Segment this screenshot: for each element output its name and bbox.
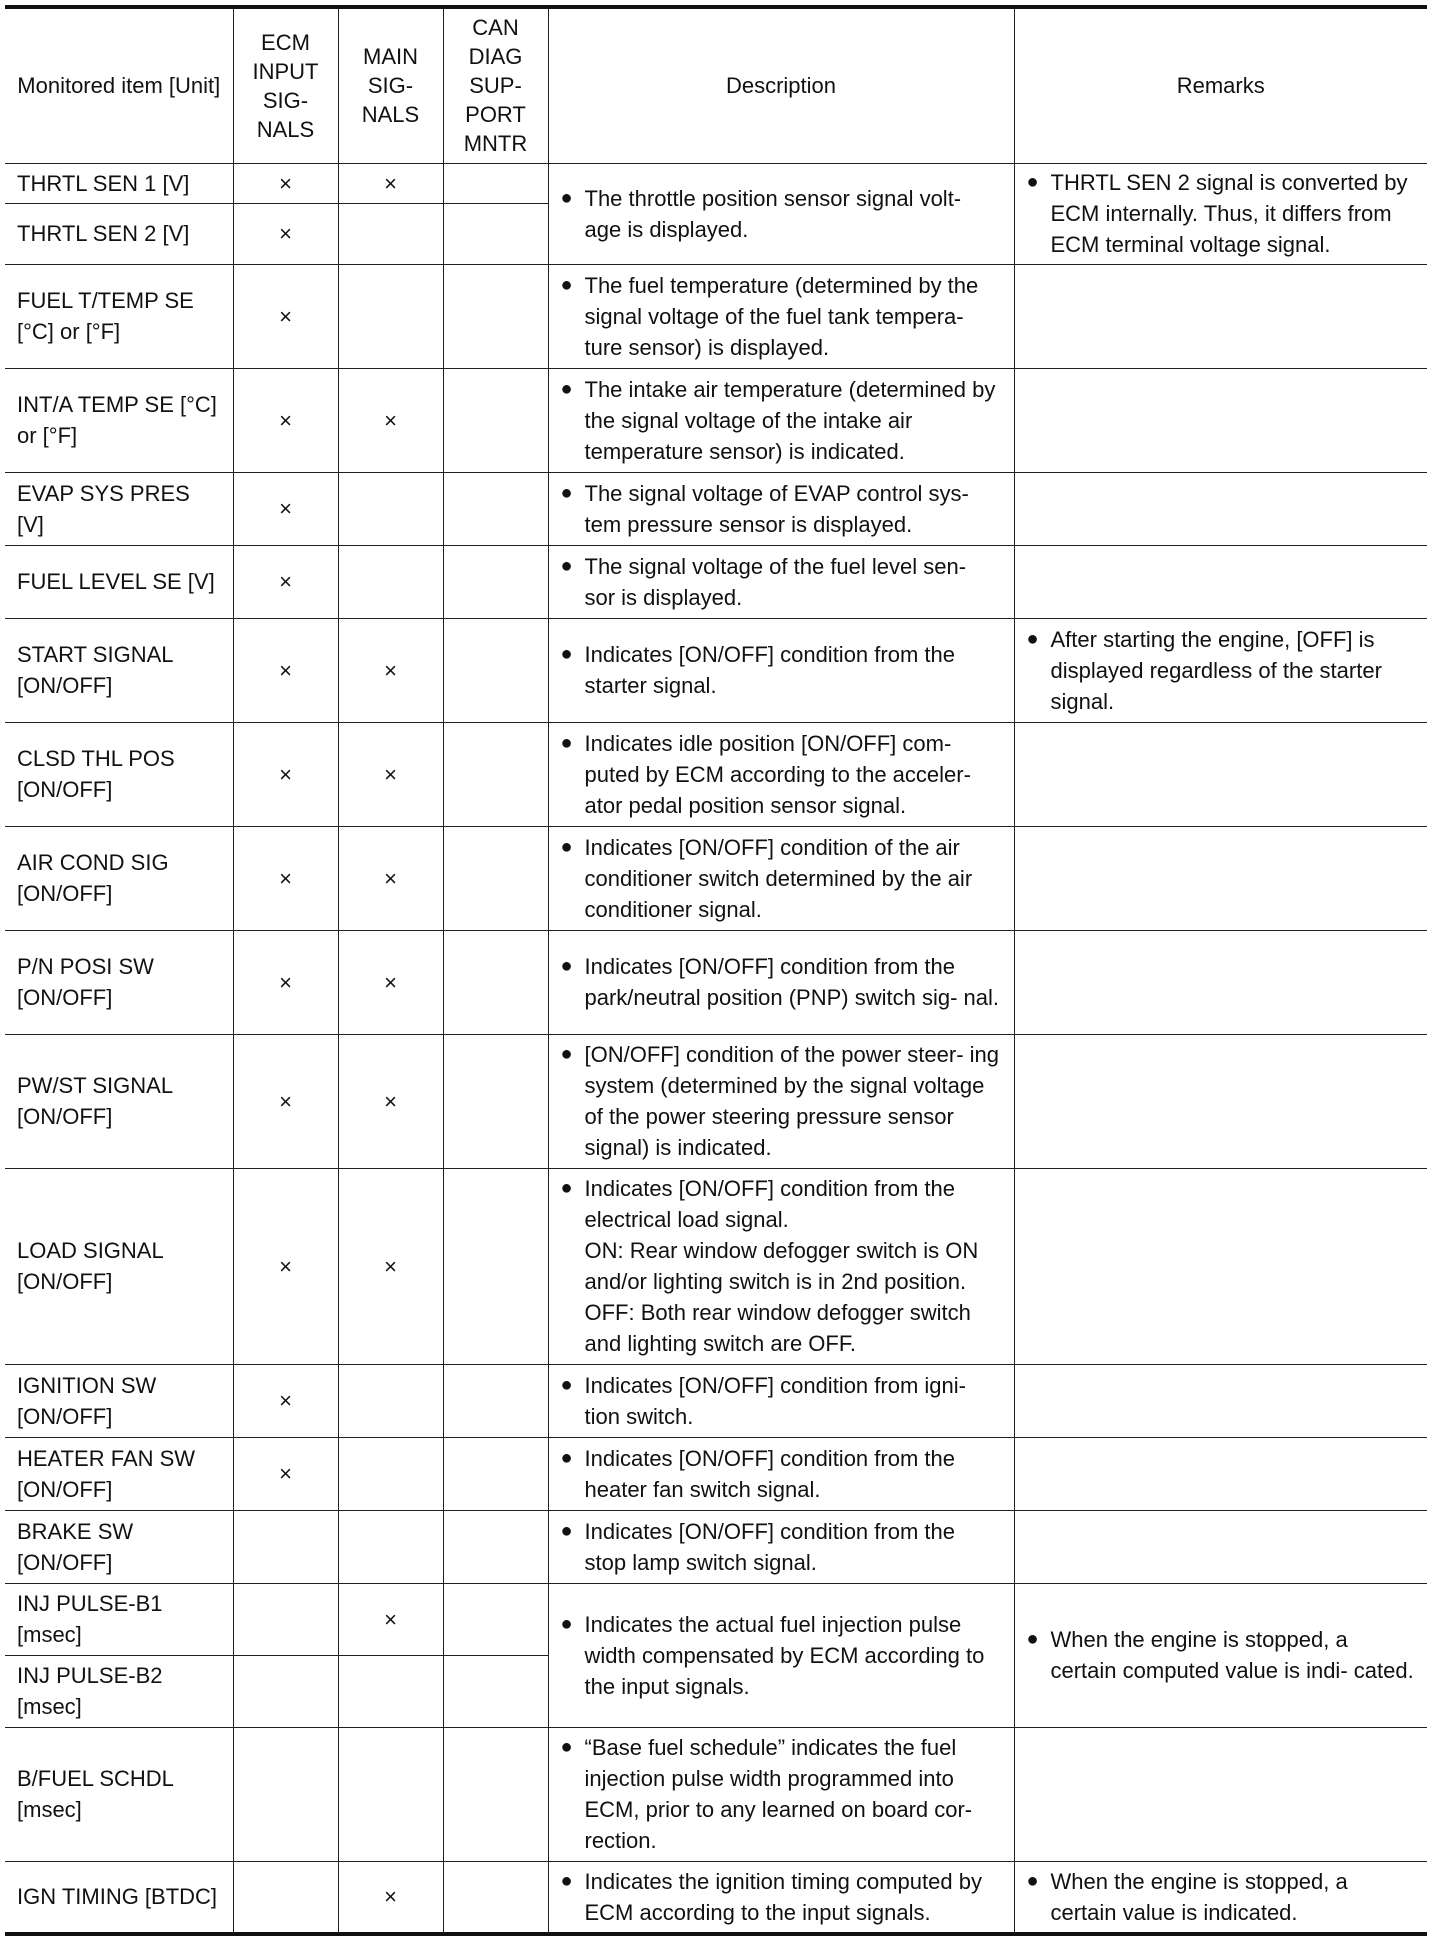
description-cell xyxy=(548,618,1014,722)
main-mark-cell xyxy=(338,1727,443,1861)
table-row xyxy=(5,163,1427,203)
description-bullet-text: Indicates idle position [ON/OFF] com- puted by ECM according to the acceler- ator pedal position sensor signal. xyxy=(584,730,971,818)
description-cell xyxy=(548,1583,1014,1727)
can-mark-cell xyxy=(443,1510,548,1583)
description-cell xyxy=(548,722,1014,826)
monitored-item-cell: IGN TIMING [BTDC] xyxy=(5,1861,233,1934)
description-bullet-text: [ON/OFF] condition of the power steer- ing system (determined by the signal voltage of the power steering pressure sensor signal) is indicated. xyxy=(584,1042,1000,1160)
ecm-mark-cell: × xyxy=(233,368,338,472)
bullet-dot-icon: ● xyxy=(560,731,573,754)
header-row xyxy=(5,7,1427,163)
remarks-bullet-text: THRTL SEN 2 signal is converted by ECM internally. Thus, it differs from ECM terminal voltage signal. xyxy=(1050,170,1408,257)
ecm-mark-cell: × xyxy=(233,545,338,618)
main-mark-cell: × xyxy=(338,722,443,826)
bullet-dot-icon: ● xyxy=(560,1446,573,1469)
description-cell xyxy=(548,1510,1014,1583)
main-mark-cell xyxy=(338,545,443,618)
can-mark-cell xyxy=(443,1168,548,1364)
description-bullet-text: Indicates [ON/OFF] condition of the air conditioner switch determined by the air conditioner signal. xyxy=(584,834,973,922)
table-row xyxy=(5,1510,1427,1583)
table-row xyxy=(5,1034,1427,1168)
monitored-item-cell: THRTL SEN 2 [V] xyxy=(5,203,233,264)
table-row xyxy=(5,1727,1427,1861)
remarks-bullet xyxy=(1027,1624,1416,1686)
monitored-item-cell: HEATER FAN SW [ON/OFF] xyxy=(5,1437,233,1510)
main-mark-cell xyxy=(338,1437,443,1510)
monitored-item-cell: START SIGNAL [ON/OFF] xyxy=(5,618,233,722)
monitored-item-cell: INJ PULSE-B1 [msec] xyxy=(5,1583,233,1655)
remarks-cell xyxy=(1014,545,1427,618)
remarks-cell xyxy=(1014,1510,1427,1583)
can-mark-cell xyxy=(443,1437,548,1510)
header-description: Description xyxy=(548,7,1014,163)
bullet-dot-icon: ● xyxy=(560,1177,573,1199)
description-bullet xyxy=(561,1609,1002,1702)
description-cell xyxy=(548,1727,1014,1861)
description-bullet xyxy=(561,951,1002,1013)
description-bullet xyxy=(561,1370,1002,1432)
ecm-mark-cell: × xyxy=(233,1364,338,1437)
description-bullet xyxy=(561,639,1002,701)
can-mark-cell xyxy=(443,1583,548,1655)
can-mark-cell xyxy=(443,203,548,264)
monitored-item-cell: BRAKE SW [ON/OFF] xyxy=(5,1510,233,1583)
bullet-dot-icon: ● xyxy=(560,481,573,504)
bullet-dot-icon: ● xyxy=(560,186,573,209)
description-cell xyxy=(548,264,1014,368)
monitored-item-cell: EVAP SYS PRES [V] xyxy=(5,472,233,545)
bullet-dot-icon: ● xyxy=(1026,171,1039,193)
remarks-cell xyxy=(1014,1034,1427,1168)
table-row xyxy=(5,930,1427,1034)
monitored-item-cell: IGNITION SW [ON/OFF] xyxy=(5,1364,233,1437)
can-mark-cell xyxy=(443,163,548,203)
monitored-item-cell: CLSD THL POS [ON/OFF] xyxy=(5,722,233,826)
can-mark-cell xyxy=(443,472,548,545)
main-mark-cell: × xyxy=(338,618,443,722)
bullet-dot-icon: ● xyxy=(1026,1628,1039,1650)
can-mark-cell xyxy=(443,826,548,930)
bullet-dot-icon: ● xyxy=(560,1612,573,1635)
main-mark-cell xyxy=(338,1655,443,1727)
remarks-bullet xyxy=(1027,167,1416,260)
main-mark-cell: × xyxy=(338,1861,443,1934)
table-row xyxy=(5,1168,1427,1364)
remarks-cell xyxy=(1014,930,1427,1034)
description-bullet xyxy=(561,1866,1002,1928)
ecm-mark-cell xyxy=(233,1861,338,1934)
description-cell xyxy=(548,1364,1014,1437)
description-bullet-text: Indicates the ignition timing computed by ECM according to the input signals. xyxy=(584,1868,982,1925)
monitored-item-cell: FUEL LEVEL SE [V] xyxy=(5,545,233,618)
remarks-cell xyxy=(1014,1437,1427,1510)
bullet-dot-icon: ● xyxy=(560,1519,573,1542)
description-bullet xyxy=(561,1516,1002,1578)
ecm-mark-cell: × xyxy=(233,203,338,264)
monitored-item-cell: PW/ST SIGNAL [ON/OFF] xyxy=(5,1034,233,1168)
description-bullet xyxy=(561,1443,1002,1505)
main-mark-cell: × xyxy=(338,930,443,1034)
description-cell xyxy=(548,1437,1014,1510)
header-remarks: Remarks xyxy=(1014,7,1427,163)
description-bullet-text: Indicates [ON/OFF] condition from the park/neutral position (PNP) switch sig- nal. xyxy=(584,954,999,1010)
monitored-item-cell: LOAD SIGNAL [ON/OFF] xyxy=(5,1168,233,1364)
can-mark-cell xyxy=(443,1727,548,1861)
description-bullet-text: Indicates [ON/OFF] condition from the electrical load signal. xyxy=(584,1176,955,1232)
table-row xyxy=(5,722,1427,826)
main-mark-cell xyxy=(338,264,443,368)
ecm-mark-cell: × xyxy=(233,1034,338,1168)
remarks-bullet-text: When the engine is stopped, a certain computed value is indi- cated. xyxy=(1050,1627,1414,1683)
ecm-mark-cell: × xyxy=(233,1168,338,1364)
remarks-cell xyxy=(1014,722,1427,826)
description-cell xyxy=(548,1034,1014,1168)
main-mark-cell xyxy=(338,203,443,264)
can-mark-cell xyxy=(443,1034,548,1168)
remarks-cell xyxy=(1014,618,1427,722)
remarks-cell xyxy=(1014,368,1427,472)
main-mark-cell: × xyxy=(338,826,443,930)
ecm-mark-cell xyxy=(233,1583,338,1655)
monitored-item-cell: P/N POSI SW [ON/OFF] xyxy=(5,930,233,1034)
main-mark-cell: × xyxy=(338,1583,443,1655)
description-cell xyxy=(548,368,1014,472)
monitored-items-table xyxy=(5,5,1427,1936)
table-row xyxy=(5,1861,1427,1934)
bullet-dot-icon: ● xyxy=(1026,627,1039,650)
remarks-bullet-text: When the engine is stopped, a certain value is indicated. xyxy=(1050,1868,1348,1925)
main-mark-cell xyxy=(338,1364,443,1437)
ecm-mark-cell: × xyxy=(233,264,338,368)
can-mark-cell xyxy=(443,1861,548,1934)
description-bullet xyxy=(561,551,1002,613)
monitored-item-cell: THRTL SEN 1 [V] xyxy=(5,163,233,203)
bullet-dot-icon: ● xyxy=(560,1373,573,1396)
description-bullet xyxy=(561,270,1002,363)
table-row xyxy=(5,1583,1427,1655)
description-bullet-text: The throttle position sensor signal volt- age is displayed. xyxy=(584,185,962,242)
can-mark-cell xyxy=(443,618,548,722)
table-row xyxy=(5,618,1427,722)
remarks-bullet xyxy=(1027,624,1416,717)
can-mark-cell xyxy=(443,368,548,472)
remarks-cell xyxy=(1014,1364,1427,1437)
monitored-item-cell: INJ PULSE-B2 [msec] xyxy=(5,1655,233,1727)
main-mark-cell: × xyxy=(338,368,443,472)
ecm-mark-cell xyxy=(233,1510,338,1583)
bullet-dot-icon: ● xyxy=(560,554,573,577)
description-bullet-text: The fuel temperature (determined by the signal voltage of the fuel tank tempera- ture sensor) is displayed. xyxy=(584,272,979,360)
table-row xyxy=(5,545,1427,618)
bullet-dot-icon: ● xyxy=(560,835,573,858)
description-bullet-text: Indicates the actual fuel injection pulse width compensated by ECM according to the input signals. xyxy=(584,1611,985,1699)
ecm-mark-cell: × xyxy=(233,618,338,722)
ecm-mark-cell: × xyxy=(233,1437,338,1510)
description-bullet-text: Indicates [ON/OFF] condition from the starter signal. xyxy=(584,642,955,698)
description-cell xyxy=(548,1861,1014,1934)
header-can-diag-support: CAN DIAG SUP- PORT MNTR xyxy=(443,7,548,163)
bullet-dot-icon: ● xyxy=(560,1869,573,1892)
remarks-cell xyxy=(1014,1727,1427,1861)
description-on-line: ON: Rear window defogger switch is ON and/or lighting switch is in 2nd position. xyxy=(584,1238,979,1294)
description-bullet-text: Indicates [ON/OFF] condition from the stop lamp switch signal. xyxy=(584,1518,955,1575)
description-cell xyxy=(548,545,1014,618)
remarks-cell xyxy=(1014,472,1427,545)
can-mark-cell xyxy=(443,722,548,826)
description-bullet xyxy=(561,1173,1002,1235)
monitored-item-cell: B/FUEL SCHDL [msec] xyxy=(5,1727,233,1861)
ecm-mark-cell: × xyxy=(233,930,338,1034)
can-mark-cell xyxy=(443,930,548,1034)
ecm-mark-cell: × xyxy=(233,472,338,545)
bullet-dot-icon: ● xyxy=(560,955,573,977)
main-mark-cell xyxy=(338,1510,443,1583)
table-row xyxy=(5,368,1427,472)
table-row xyxy=(5,826,1427,930)
table-row xyxy=(5,472,1427,545)
header-monitored-item: Monitored item [Unit] xyxy=(5,7,233,163)
bullet-dot-icon: ● xyxy=(560,377,573,400)
description-off-line: OFF: Both rear window defogger switch and lighting switch are OFF. xyxy=(584,1300,971,1356)
description-bullet xyxy=(561,1039,1002,1163)
description-bullet xyxy=(561,183,1002,245)
main-mark-cell xyxy=(338,472,443,545)
table-row xyxy=(5,1437,1427,1510)
bullet-dot-icon: ● xyxy=(560,643,573,665)
remarks-cell xyxy=(1014,163,1427,264)
description-bullet xyxy=(561,832,1002,925)
description-bullet-text: The intake air temperature (determined by the signal voltage of the intake air temperature sensor) is indicated. xyxy=(584,376,996,464)
remarks-cell xyxy=(1014,1861,1427,1934)
ecm-mark-cell: × xyxy=(233,163,338,203)
description-cell xyxy=(548,1168,1014,1364)
description-bullet xyxy=(561,1732,1002,1856)
remarks-cell xyxy=(1014,826,1427,930)
table-row xyxy=(5,1364,1427,1437)
ecm-mark-cell: × xyxy=(233,826,338,930)
remarks-bullet xyxy=(1027,1866,1416,1928)
description-bullet-text: The signal voltage of the fuel level sen- sor is displayed. xyxy=(584,553,967,610)
description-bullet-text: The signal voltage of EVAP control sys- tem pressure sensor is displayed. xyxy=(584,480,969,537)
bullet-dot-icon: ● xyxy=(560,1736,573,1758)
description-cell xyxy=(548,163,1014,264)
remarks-cell xyxy=(1014,264,1427,368)
bullet-dot-icon: ● xyxy=(1026,1869,1039,1892)
ecm-mark-cell xyxy=(233,1727,338,1861)
monitored-item-cell: INT/A TEMP SE [°C] or [°F] xyxy=(5,368,233,472)
remarks-cell xyxy=(1014,1583,1427,1727)
description-bullet xyxy=(561,374,1002,467)
monitored-item-cell: FUEL T/TEMP SE [°C] or [°F] xyxy=(5,264,233,368)
description-cell xyxy=(548,930,1014,1034)
description-bullet xyxy=(561,728,1002,821)
can-mark-cell xyxy=(443,1364,548,1437)
table-row xyxy=(5,264,1427,368)
monitored-item-cell: AIR COND SIG [ON/OFF] xyxy=(5,826,233,930)
description-bullet xyxy=(561,478,1002,540)
remarks-cell xyxy=(1014,1168,1427,1364)
bullet-dot-icon: ● xyxy=(560,273,573,296)
bullet-dot-icon: ● xyxy=(560,1043,573,1065)
description-cell xyxy=(548,826,1014,930)
description-bullet-text: “Base fuel schedule” indicates the fuel injection pulse width programmed into ECM, prior to any learned on board cor- rection. xyxy=(584,1735,973,1853)
description-bullet-text: Indicates [ON/OFF] condition from the heater fan switch signal. xyxy=(584,1445,955,1502)
ecm-mark-cell xyxy=(233,1655,338,1727)
can-mark-cell xyxy=(443,545,548,618)
can-mark-cell xyxy=(443,264,548,368)
description-bullet-text: Indicates [ON/OFF] condition from igni- tion switch. xyxy=(584,1372,966,1429)
main-mark-cell: × xyxy=(338,1168,443,1364)
main-mark-cell: × xyxy=(338,1034,443,1168)
description-cell xyxy=(548,472,1014,545)
header-ecm-input-signals: ECM INPUT SIG- NALS xyxy=(233,7,338,163)
remarks-bullet-text: After starting the engine, [OFF] is displayed regardless of the starter signal. xyxy=(1050,626,1382,714)
main-mark-cell: × xyxy=(338,163,443,203)
header-main-signals: MAIN SIG- NALS xyxy=(338,7,443,163)
ecm-mark-cell: × xyxy=(233,722,338,826)
can-mark-cell xyxy=(443,1655,548,1727)
